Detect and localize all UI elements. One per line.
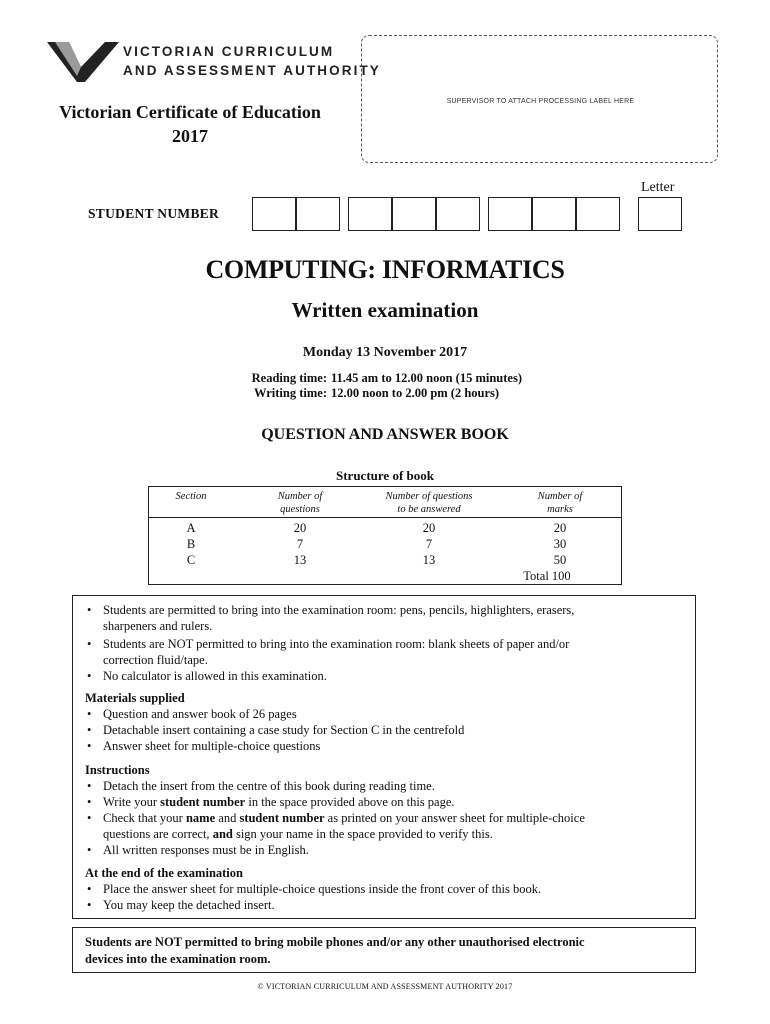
instruction-item <box>85 794 675 810</box>
header-marks-line2: marks <box>547 504 573 515</box>
table-divider <box>149 517 621 518</box>
text-run: sign your name in the space provided to verify this. <box>232 827 493 841</box>
letter-cell[interactable] <box>638 197 682 231</box>
rules-box <box>72 595 696 919</box>
student-number-cell[interactable] <box>392 197 436 231</box>
instruction-item: • All written responses must be in English. <box>85 842 675 858</box>
reading-time-label: Reading time: <box>251 371 327 385</box>
exam-subtitle: Written examination <box>291 298 479 322</box>
instructions-heading: Instructions <box>85 763 150 777</box>
table-cell: 20 <box>553 521 567 535</box>
instruction-item: • Detach the insert from the centre of this book during reading time. <box>85 778 675 794</box>
certificate-name: Victorian Certificate of Education <box>59 102 321 122</box>
instruction-line <box>103 826 675 842</box>
end-heading: At the end of the examination <box>85 866 243 880</box>
text-run: Write your <box>103 795 161 809</box>
book-title: QUESTION AND ANSWER BOOK <box>261 426 509 443</box>
header-questions-line1: Number of <box>277 491 323 502</box>
exam-title: COMPUTING: INFORMATICS <box>205 255 565 284</box>
header-marks <box>505 490 615 516</box>
table-cell: 30 <box>553 537 567 551</box>
text-run: as printed on your answer sheet for multiple-choice <box>324 811 585 825</box>
table-cell: 13 <box>293 553 307 567</box>
rule-not-permitted-line1: • Students are NOT permitted to bring into the examination room: blank sheets of paper and/or <box>103 637 570 651</box>
materials-item: • Answer sheet for multiple-choice questions <box>85 738 675 754</box>
student-number-cell[interactable] <box>576 197 620 231</box>
text-run-bold: name <box>185 811 216 825</box>
student-number-cell[interactable] <box>348 197 392 231</box>
rule-no-calculator: • No calculator is allowed in this examination. <box>85 668 675 684</box>
processing-label-text: SUPERVISOR TO ATTACH PROCESSING LABEL HERE <box>446 98 635 105</box>
structure-table <box>148 486 622 585</box>
instruction-item <box>85 810 675 842</box>
student-number-cell[interactable] <box>532 197 576 231</box>
writing-time-value: 12.00 noon to 2.00 pm (2 hours) <box>331 386 500 400</box>
materials-item: • Detachable insert containing a case study for Section C in the centrefold <box>85 722 675 738</box>
end-item: • You may keep the detached insert. <box>85 897 675 913</box>
text-run-bold: student number <box>239 811 325 825</box>
notice-line2: devices into the examination room. <box>85 952 271 966</box>
table-cell: 50 <box>553 553 567 567</box>
materials-heading: Materials supplied <box>85 691 185 705</box>
text-run-bold: student number <box>160 795 246 809</box>
header-answered <box>359 490 499 516</box>
header-answered-line2: to be answered <box>397 504 461 515</box>
student-number-cell[interactable] <box>296 197 340 231</box>
copyright: © VICTORIAN CURRICULUM AND ASSESSMENT AUTHORITY 2017 <box>257 982 513 991</box>
letter-label: Letter <box>641 180 675 195</box>
rule-permitted-line2: sharpeners and rulers. <box>103 619 213 633</box>
vcaa-logo <box>47 40 381 84</box>
table-cell: 20 <box>422 521 436 535</box>
text-run: questions are correct, <box>103 827 213 841</box>
header-questions-line2: questions <box>280 504 320 515</box>
header-answered-line1: Number of questions <box>385 491 473 502</box>
table-total: Total 100 <box>523 569 571 583</box>
header-marks-line1: Number of <box>537 491 583 502</box>
table-cell: 7 <box>296 537 304 551</box>
table-cell: A <box>186 521 196 535</box>
student-number-cell[interactable] <box>488 197 532 231</box>
rule-not-permitted-line2: correction fluid/tape. <box>103 653 208 667</box>
end-item: • Place the answer sheet for multiple-choice questions inside the front cover of this book. <box>85 881 675 897</box>
vcaa-chevron-icon <box>47 40 123 84</box>
text-run: Check that your <box>103 811 186 825</box>
table-cell: 20 <box>293 521 307 535</box>
student-number-cell[interactable] <box>436 197 480 231</box>
text-run-bold: and <box>212 827 233 841</box>
notice-text <box>85 934 685 968</box>
writing-time-label: Writing time: <box>253 386 327 400</box>
table-cell: C <box>186 553 196 567</box>
header-section: Section <box>175 491 207 502</box>
logo-text-line1: VICTORIAN CURRICULUM <box>123 44 335 59</box>
notice-line1: Students are NOT permitted to bring mobile phones and/or any other unauthorised electronic <box>85 935 585 949</box>
certificate-year: 2017 <box>172 126 208 146</box>
text-run: in the space provided above on this page. <box>245 795 455 809</box>
mobile-phone-notice <box>72 927 696 973</box>
table-cell: 13 <box>422 553 436 567</box>
reading-time-value: 11.45 am to 12.00 noon (15 minutes) <box>331 371 522 385</box>
structure-title: Structure of book <box>336 468 434 483</box>
certificate-title <box>30 100 350 148</box>
student-number-cell[interactable] <box>252 197 296 231</box>
materials-item: • Question and answer book of 26 pages <box>85 706 675 722</box>
text-run: and <box>215 811 240 825</box>
table-cell: B <box>186 537 196 551</box>
processing-label-box <box>361 35 718 163</box>
student-number-label: STUDENT NUMBER <box>88 206 220 221</box>
exam-date: Monday 13 November 2017 <box>302 345 468 360</box>
logo-text-line2: AND ASSESSMENT AUTHORITY <box>123 63 381 78</box>
rule-permitted-line1: • Students are permitted to bring into the examination room: pens, pencils, highlighters, erasers, <box>103 603 575 617</box>
instruction-line <box>103 810 675 826</box>
rule-not-permitted <box>85 636 675 668</box>
table-cell: 7 <box>425 537 433 551</box>
rule-permitted <box>85 602 675 634</box>
header-questions <box>245 490 355 516</box>
